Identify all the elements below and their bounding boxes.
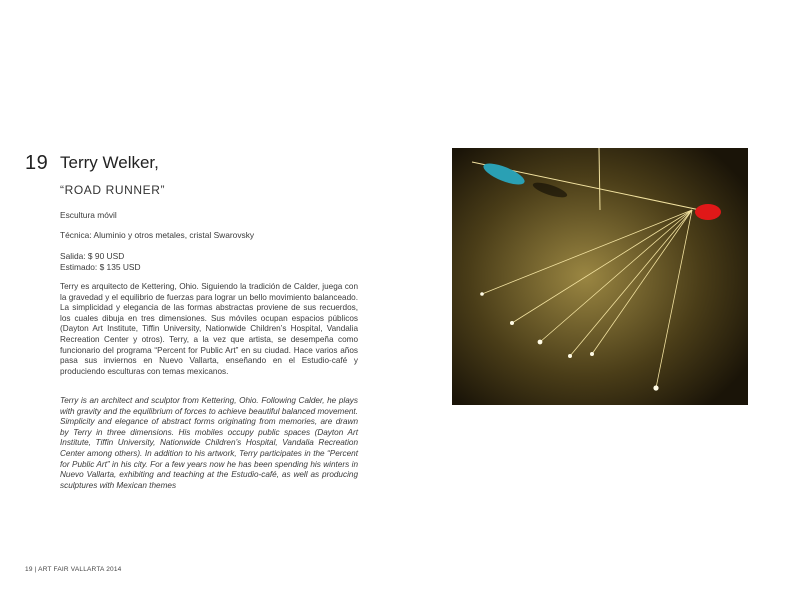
lot-number: 19 bbox=[25, 152, 49, 174]
crystal-3 bbox=[538, 340, 543, 345]
starting-price: Salida: $ 90 USD bbox=[60, 251, 125, 261]
bio-english: Terry is an architect and sculptor from Kettering, Ohio. Following Calder, he plays with gravity and the equilibrium of forces to achieve beautiful balanced movement. Simplicity and elegance of abstract forms originating from memories, are drawn by Terry in three dimensions. His mobiles occupy public spaces (Dayton Art Institute, Tiffin University, Nationwide Children’s Hospital, Vandalia Recreation Center among others). In addition to his artwork, Terry participates in the “Percent for Public Art” in his city. For a few years now he has been spending his winters in Nuevo Vallarta, exhibiting and teaching at the Estudio-café, as well as producing sculptures with Mexican themes bbox=[60, 396, 358, 490]
page-footer: 19 | ART FAIR VALLARTA 2014 bbox=[25, 566, 122, 573]
crystal-6 bbox=[653, 385, 658, 390]
crystal-5 bbox=[590, 352, 594, 356]
artwork-type: Escultura móvil bbox=[60, 210, 117, 220]
artwork-photo bbox=[452, 148, 748, 405]
artwork-title: “ROAD RUNNER” bbox=[60, 183, 166, 197]
estimated-price: Estimado: $ 135 USD bbox=[60, 262, 141, 272]
artist-name: Terry Welker, bbox=[60, 153, 159, 172]
crystal-1 bbox=[480, 292, 484, 296]
bio-spanish: Terry es arquitecto de Kettering, Ohio. Siguiendo la tradición de Calder, juega con la gravedad y el equilibrio de fuerzas para lograr un bello movimiento balanceado. La simplicidad y elegancia de las formas abstractas proviene de sus recuerdos, los cuales dibuja en tres dimensiones. Sus móviles ocupan espacios públicos (Dayton Art Institute, Tiffin University, Nationwide Children’s Hospital, Vandalia Recreation Center y otros). Terry, a la vez que artista, se desempeña como funcionario del programa “Percent for Public Art” en su ciudad. Hace varios años pasa sus inviernos en Nuevo Vallarta, enseñando en el Estudio-café y produciendo esculturas con temas mexicanos. bbox=[60, 282, 358, 376]
artwork-technique: Técnica: Aluminio y otros metales, cristal Swarovsky bbox=[60, 230, 255, 240]
crystal-2 bbox=[510, 321, 514, 325]
red-element bbox=[695, 204, 721, 220]
crystal-4 bbox=[568, 354, 572, 358]
